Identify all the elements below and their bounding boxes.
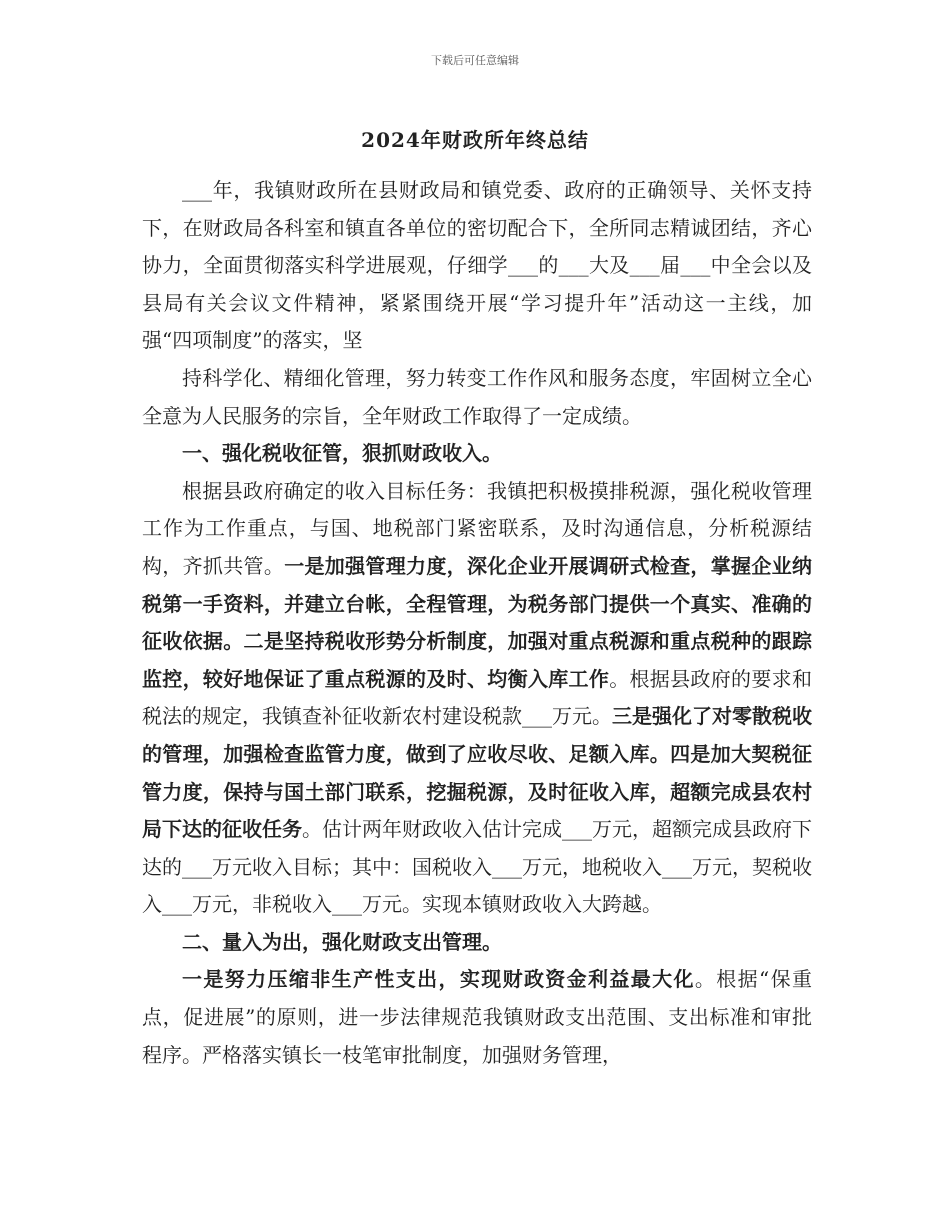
paragraph-intro-continued: 持科学化、精细化管理，努力转变工作作风和服务态度，牢固树立全心全意为人民服务的宗旨，全年财政工作取得了一定成绩。 [142,365,812,428]
header-note: 下载后可任意编辑 [431,54,519,67]
expenditure-text: 。根据“保重点，促进展”的原则，进一步法律规范我镇财政支出范围、支出标准和审批程序。严格落实镇长一枝笔审批制度，加强财务管理， [142,967,813,1067]
tax-text-measures-3-4: 三是强化了对零散税收的管理，加强检查监管力度，做到了应收尽收、足额入库。四是加大契税征管力度，保持与国土部门联系，挖掘税源，及时征收入库，超额完成县农村局下达的征收任务 [142,704,812,842]
tax-text-rural-tax: 。根据县政府的要求和税法的规定，我镇查补征收新农村建设税款___万元。 [142,666,812,729]
paragraph-tax-collection [142,473,812,924]
document-body [142,172,812,1074]
tax-text-intro: 根据县政府确定的收入目标任务：我镇把积极摸排税源，强化税收管理工作为工作重点，与国、地税部门紧密联系，及时沟通信息，分析税源结构，齐抓共管。 [142,478,812,578]
tax-text-revenue-summary: 。估计两年财政收入估计完成___万元，超额完成县政府下达的___万元收入目标；其中：国税收入___万元，地税收入___万元，契税收入___万元，非税收入___万元。实现本镇财政收入大跨越。 [142,817,812,917]
tax-text-measures-1-2: 一是加强管理力度，深化企业开展调研式检查，掌握企业纳税第一手资料，并建立台帐，全程管理，为税务部门提供一个真实、准确的征收依据。二是坚持税收形势分析制度，加强对重点税源和重点税种的跟踪监控，较好地保证了重点税源的及时、均衡入库工作 [142,553,812,691]
paragraph-expenditure [142,961,812,1074]
document-title: 2024年财政所年终总结 [361,128,589,152]
section-heading-2: 二、量入为出，强化财政支出管理。 [182,929,502,954]
section-heading-1: 一、强化税收征管，狠抓财政收入。 [182,441,502,466]
paragraph-intro: ___年，我镇财政所在县财政局和镇党委、政府的正确领导、关怀支持下，在财政局各科室和镇直各单位的密切配合下，全所同志精诚团结，齐心协力，全面贯彻落实科学进展观，仔细学___的___大及___届___中全会以及县局有关会议文件精神，紧紧围绕开展“学习提升年”活动这一主线，加强“四项制度”的落实，坚 [142,178,812,353]
expenditure-lead: 一是努力压缩非生产性支出，实现财政资金利益最大化 [182,967,695,992]
